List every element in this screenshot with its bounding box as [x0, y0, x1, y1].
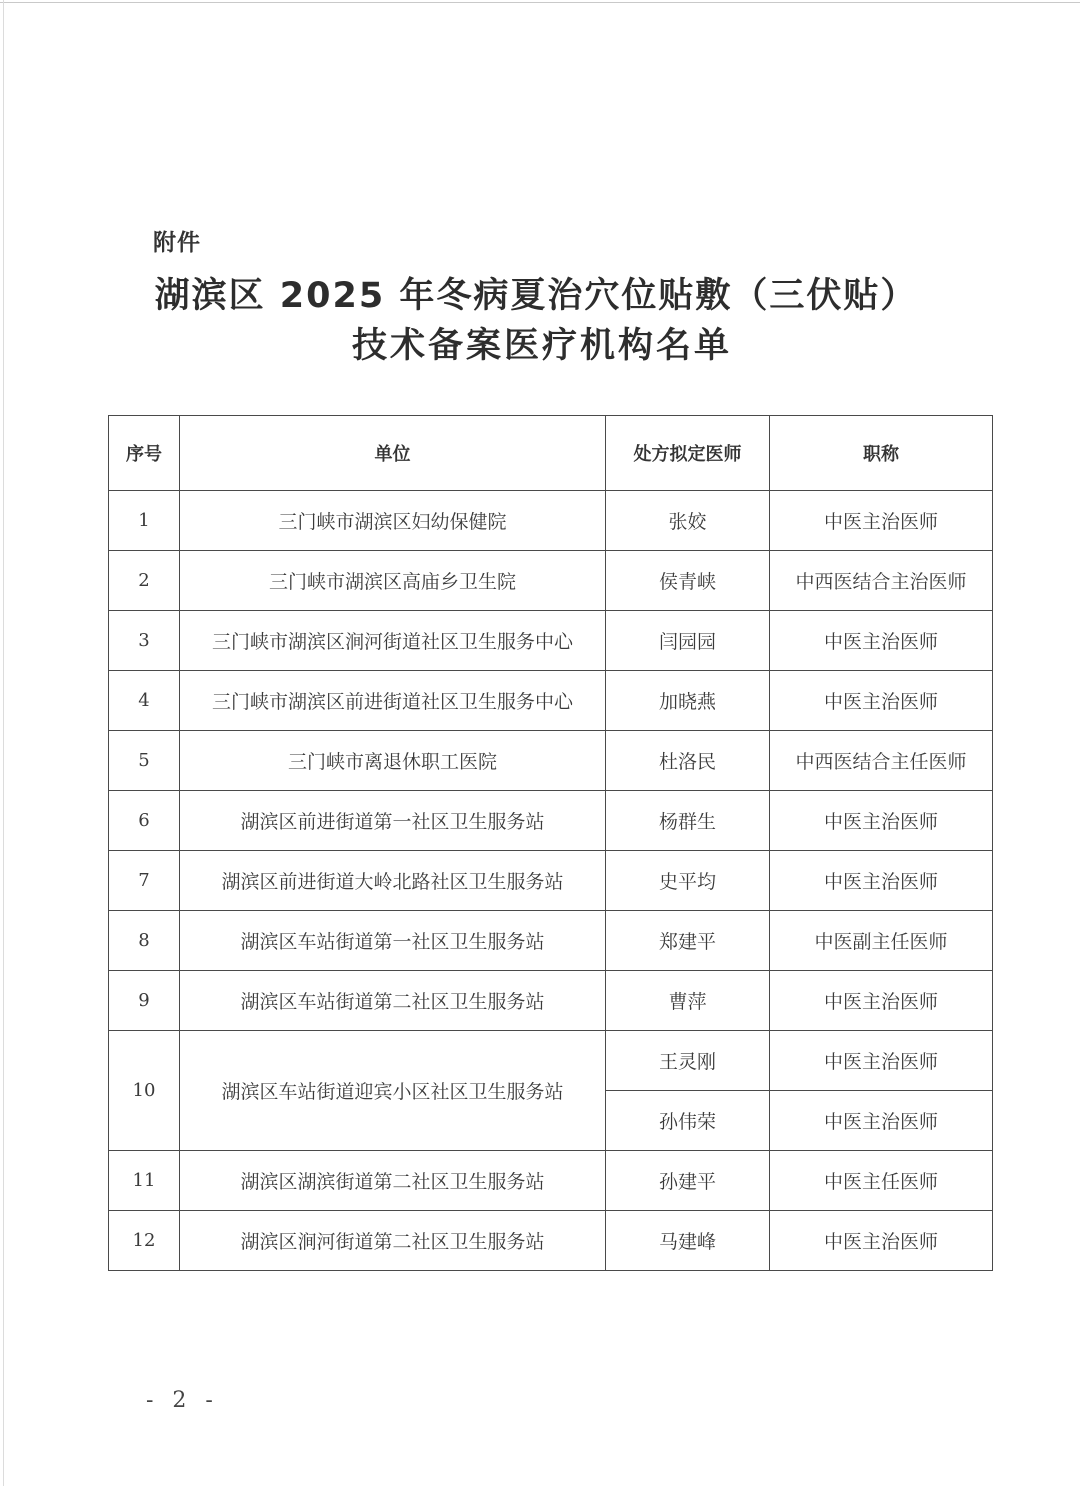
- document-title-line-1: 湖滨区 2025 年冬病夏治穴位贴敷（三伏贴）: [154, 276, 918, 316]
- cell-title: 中医主治医师: [770, 1211, 993, 1271]
- cell-unit: 湖滨区车站街道第二社区卫生服务站: [180, 971, 606, 1031]
- table-row: [109, 731, 993, 791]
- cell-title: 中医主治医师: [770, 1031, 993, 1091]
- cell-seq: 8: [109, 911, 180, 971]
- table-row: [109, 1151, 993, 1211]
- cell-unit: 湖滨区湖滨街道第二社区卫生服务站: [180, 1151, 606, 1211]
- header-unit: 单位: [180, 416, 606, 491]
- cell-seq: 6: [109, 791, 180, 851]
- cell-title: 中医副主任医师: [770, 911, 993, 971]
- table-row: [109, 911, 993, 971]
- cell-unit: 三门峡市湖滨区前进街道社区卫生服务中心: [180, 671, 606, 731]
- document-title-line-2: 技术备案医疗机构名单: [351, 326, 732, 366]
- cell-title: 中医主治医师: [770, 671, 993, 731]
- cell-seq: 7: [109, 851, 180, 911]
- cell-title: 中医主治医师: [770, 791, 993, 851]
- table-row: [109, 551, 993, 611]
- attachment-label: 附件: [153, 230, 201, 256]
- cell-doctor: 加晓燕: [606, 671, 770, 731]
- table-row: [109, 611, 993, 671]
- header-title: 职称: [770, 416, 993, 491]
- table-row: [109, 971, 993, 1031]
- cell-unit: 湖滨区前进街道大岭北路社区卫生服务站: [180, 851, 606, 911]
- cell-doctor: 曹萍: [606, 971, 770, 1031]
- table-row: [109, 1211, 993, 1271]
- cell-unit: 三门峡市湖滨区涧河街道社区卫生服务中心: [180, 611, 606, 671]
- table-row: [109, 791, 993, 851]
- cell-unit: 湖滨区涧河街道第二社区卫生服务站: [180, 1211, 606, 1271]
- cell-title: 中医主治医师: [770, 851, 993, 911]
- cell-seq: 3: [109, 611, 180, 671]
- cell-title: 中医主任医师: [770, 1151, 993, 1211]
- cell-title: 中西医结合主治医师: [770, 551, 993, 611]
- cell-doctor: 侯青峡: [606, 551, 770, 611]
- cell-seq: 1: [109, 491, 180, 551]
- medical-institution-table: [108, 415, 993, 1271]
- cell-seq: 10: [109, 1031, 180, 1151]
- cell-doctor: 孙建平: [606, 1151, 770, 1211]
- cell-title: 中医主治医师: [770, 491, 993, 551]
- cell-seq: 2: [109, 551, 180, 611]
- cell-seq: 11: [109, 1151, 180, 1211]
- header-doctor: 处方拟定医师: [606, 416, 770, 491]
- table-row: [109, 491, 993, 551]
- cell-unit: 湖滨区车站街道第一社区卫生服务站: [180, 911, 606, 971]
- cell-doctor: 张姣: [606, 491, 770, 551]
- table-row: [109, 851, 993, 911]
- table-row: [109, 671, 993, 731]
- cell-doctor: 闫园园: [606, 611, 770, 671]
- cell-seq: 4: [109, 671, 180, 731]
- cell-doctor: 史平均: [606, 851, 770, 911]
- table-header-row: [109, 416, 993, 491]
- cell-title: 中医主治医师: [770, 1091, 993, 1151]
- cell-unit: 湖滨区车站街道迎宾小区社区卫生服务站: [180, 1031, 606, 1151]
- cell-seq: 12: [109, 1211, 180, 1271]
- page-number: - 2 -: [146, 1388, 219, 1413]
- left-edge-rule: [3, 0, 4, 1486]
- cell-title: 中西医结合主任医师: [770, 731, 993, 791]
- cell-unit: 三门峡市离退休职工医院: [180, 731, 606, 791]
- cell-doctor: 王灵刚: [606, 1031, 770, 1091]
- cell-doctor: 杨群生: [606, 791, 770, 851]
- cell-doctor: 郑建平: [606, 911, 770, 971]
- cell-doctor: 杜洛民: [606, 731, 770, 791]
- header-seq: 序号: [109, 416, 180, 491]
- cell-unit: 三门峡市湖滨区高庙乡卫生院: [180, 551, 606, 611]
- cell-title: 中医主治医师: [770, 611, 993, 671]
- cell-seq: 9: [109, 971, 180, 1031]
- cell-doctor: 孙伟荣: [606, 1091, 770, 1151]
- table-row: [109, 1031, 993, 1091]
- top-edge-rule: [0, 2, 1080, 3]
- cell-title: 中医主治医师: [770, 971, 993, 1031]
- cell-doctor: 马建峰: [606, 1211, 770, 1271]
- cell-unit: 湖滨区前进街道第一社区卫生服务站: [180, 791, 606, 851]
- cell-seq: 5: [109, 731, 180, 791]
- cell-unit: 三门峡市湖滨区妇幼保健院: [180, 491, 606, 551]
